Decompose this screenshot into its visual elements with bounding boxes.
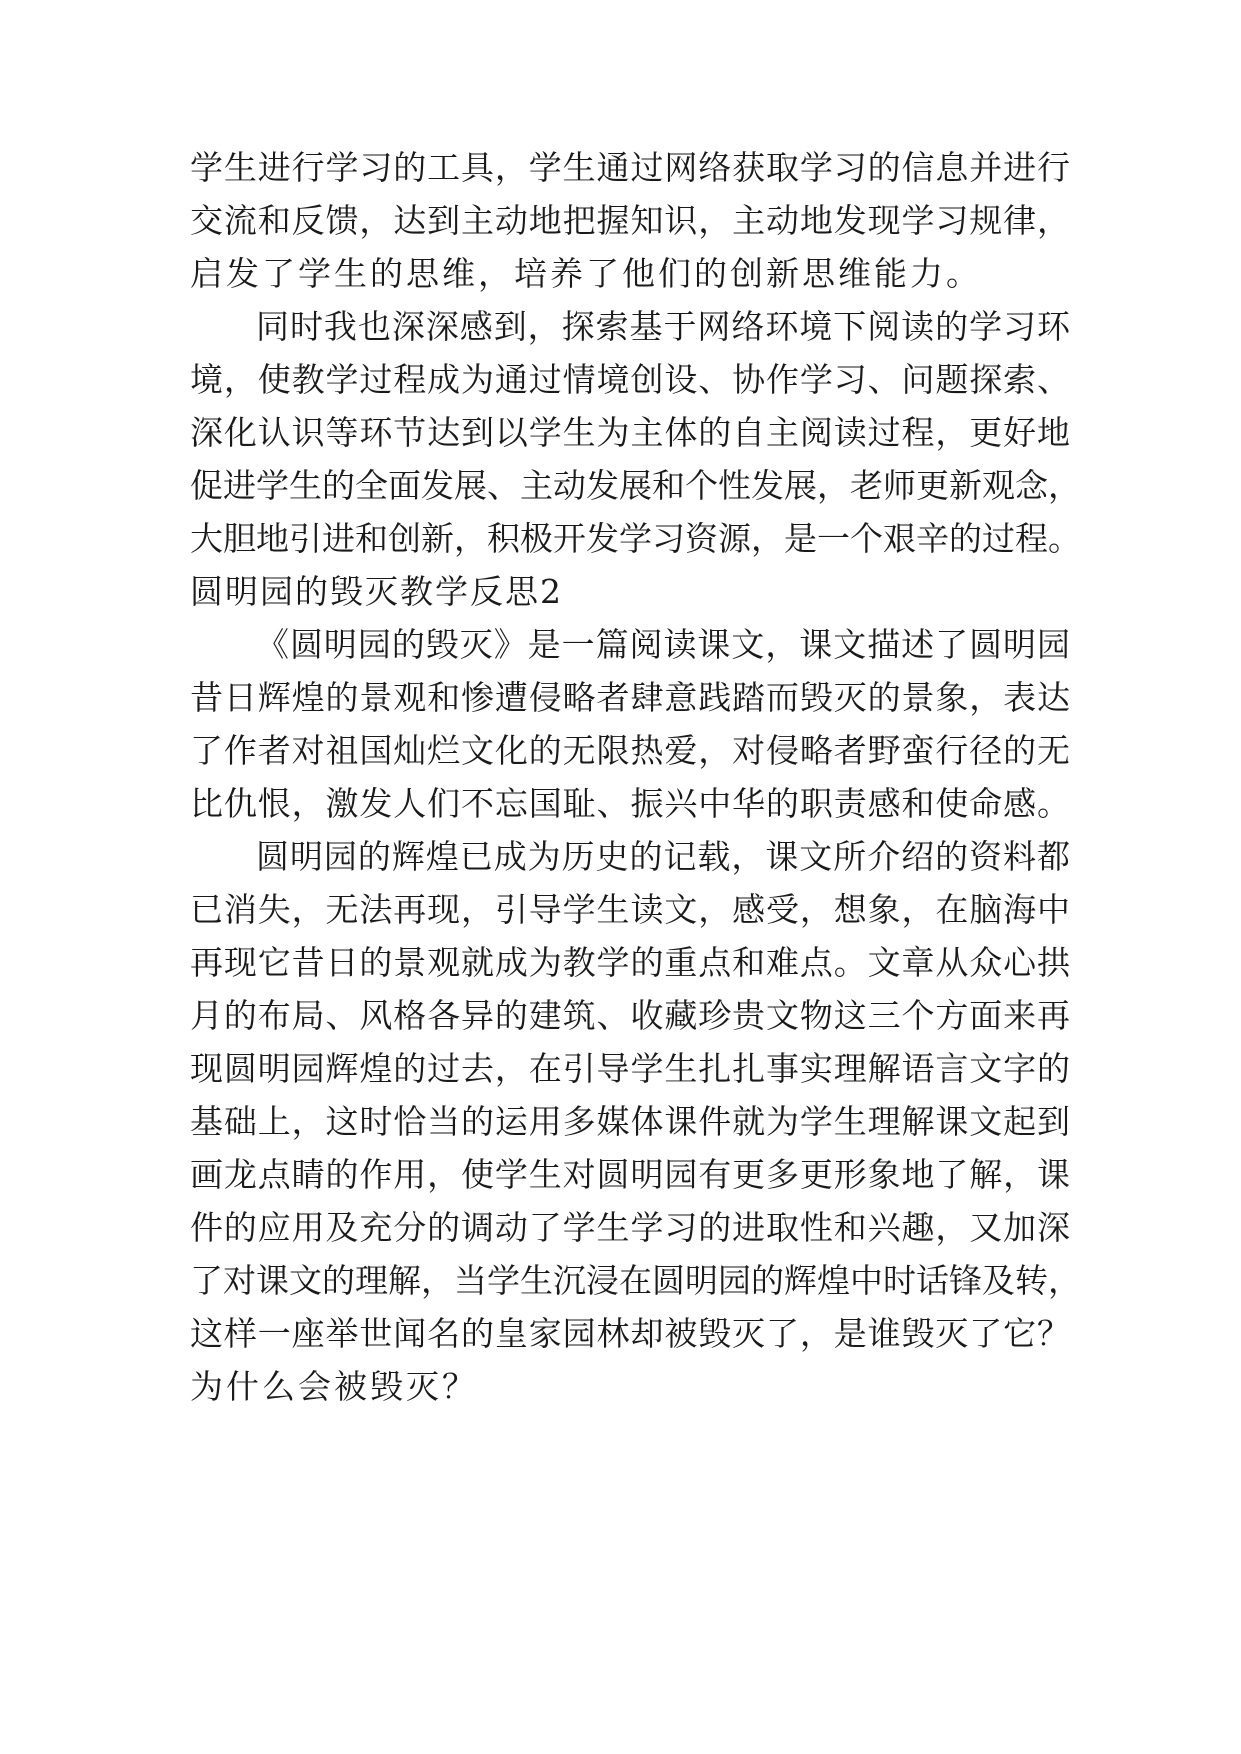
para3-line-4: 比仇恨，激发人们不忘国耻、振兴中华的职责感和使命感。 [190, 784, 1070, 823]
para4-line-8: 件的应用及充分的调动了学生学习的进取性和兴趣，又加深 [190, 1208, 1070, 1247]
para4-line-3: 再现它昔日的景观就成为教学的重点和难点。文章从众心拱 [190, 943, 1070, 982]
para4-line-1: 圆明园的辉煌已成为历史的记载，课文所介绍的资料都 [256, 837, 1070, 876]
para4-line-11: 为什么会被毁灭？ [190, 1367, 478, 1406]
para3-line-3: 了作者对祖国灿烂文化的无限热爱，对侵略者野蛮行径的无 [190, 731, 1070, 770]
section-heading: 圆明园的毁灭教学反思2 [190, 572, 563, 611]
para3-line-2: 昔日辉煌的景观和惨遭侵略者肆意践踏而毁灭的景象，表达 [190, 678, 1070, 717]
para4-line-10: 这样一座举世闻名的皇家园林却被毁灭了，是谁毁灭了它？ [190, 1314, 1070, 1353]
para2-line-3: 深化认识等环节达到以学生为主体的自主阅读过程，更好地 [190, 413, 1070, 452]
para1-line-1: 学生进行学习的工具，学生通过网络获取学习的信息并进行 [190, 148, 1070, 187]
para4-line-9: 了对课文的理解，当学生沉浸在圆明园的辉煌中时话锋及转， [190, 1261, 1081, 1300]
para3-line-1: 《圆明园的毁灭》是一篇阅读课文，课文描述了圆明园 [256, 625, 1070, 664]
para2-line-1: 同时我也深深感到，探索基于网络环境下阅读的学习环 [256, 307, 1070, 346]
para4-line-2: 已消失，无法再现，引导学生读文，感受，想象，在脑海中 [190, 890, 1070, 929]
para2-line-2: 境，使教学过程成为通过情境创设、协作学习、问题探索、 [190, 360, 1070, 399]
para4-line-7: 画龙点睛的作用，使学生对圆明园有更多更形象地了解，课 [190, 1155, 1070, 1194]
para4-line-5: 现圆明园辉煌的过去，在引导学生扎扎事实理解语言文字的 [190, 1049, 1070, 1088]
para4-line-6: 基础上，这时恰当的运用多媒体课件就为学生理解课文起到 [190, 1102, 1070, 1141]
para1-line-3: 启发了学生的思维，培养了他们的创新思维能力。 [190, 254, 982, 293]
para2-line-5: 大胆地引进和创新，积极开发学习资源，是一个艰辛的过程。 [190, 519, 1081, 558]
para4-line-4: 月的布局、风格各异的建筑、收藏珍贵文物这三个方面来再 [190, 996, 1070, 1035]
para1-line-2: 交流和反馈，达到主动地把握知识，主动地发现学习规律， [190, 201, 1070, 240]
para2-line-4: 促进学生的全面发展、主动发展和个性发展，老师更新观念， [190, 466, 1081, 505]
